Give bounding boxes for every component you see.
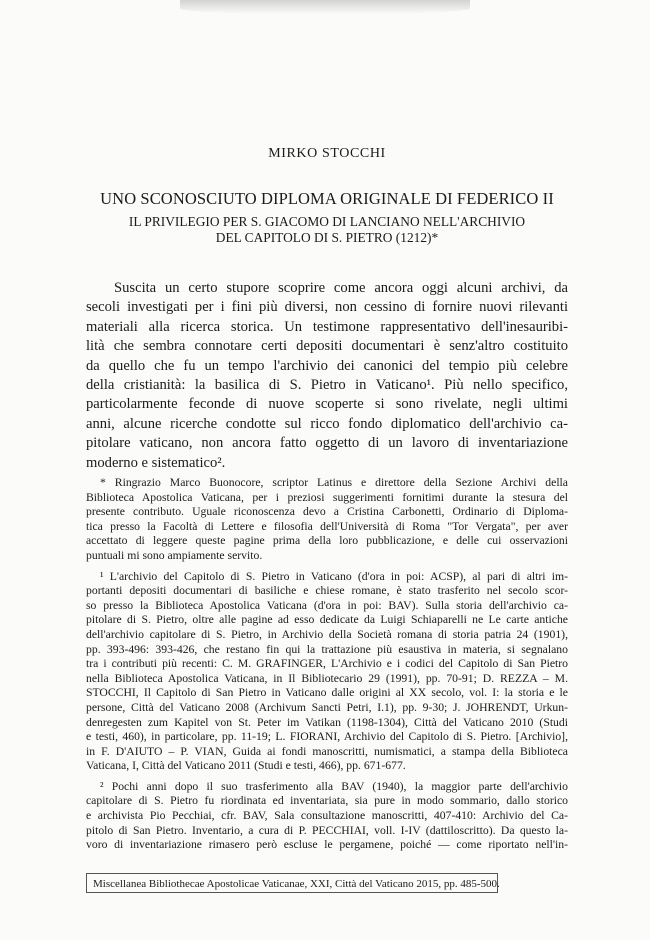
body-line: della cristianità: la basilica di S. Pietro in Vaticano¹. Più nello specifico, bbox=[86, 377, 568, 394]
footnote-2 bbox=[86, 780, 568, 853]
footnote-line: tica presso la Facoltà di Lettere e filosofia dell'Università di Roma "Tor Vergata", per aver bbox=[86, 519, 568, 533]
subtitle-line: DEL CAPITOLO DI S. PIETRO (1212)* bbox=[215, 230, 439, 245]
body-line: lità che sembra connotare certi depositi documentari è senz'altro costituito bbox=[86, 338, 568, 355]
footnote-line: voro di inventariazione rimasero però escluse le pergamene, poiché — come riportato nell'in- bbox=[86, 838, 568, 852]
article-title: UNO SCONOSCIUTO DIPLOMA ORIGINALE DI FEDERICO II bbox=[100, 189, 554, 208]
publication-citation: Miscellanea Bibliothecae Apostolicae Vaticanae, XXI, Città del Vaticano 2015, pp. 485-500. bbox=[93, 878, 500, 890]
footnote-line: puntuali mi sono ampiamente servito. bbox=[86, 548, 263, 562]
body-line: secoli investigati per i fini più diversi, non cessino di fornire nuovi rilevanti bbox=[86, 299, 568, 316]
body-line: moderno e sistematico². bbox=[86, 454, 226, 471]
body-line: Suscita un certo stupore scoprire come ancora oggi alcuni archivi, da bbox=[114, 280, 568, 296]
footnotes bbox=[86, 476, 568, 859]
body-line: pitolare vaticano, non ancora fatto oggetto di un lavoro di inventariazione bbox=[86, 435, 568, 452]
subtitle-line: IL PRIVILEGIO PER S. GIACOMO DI LANCIANO NELL'ARCHIVIO bbox=[128, 214, 526, 229]
footnote-line: tra i contributi più recenti: C. M. GRAFINGER, L'Archivio e i codici del Capitolo di San Pietro bbox=[86, 657, 568, 671]
footnote-line: e testi, 460), in particolare, pp. 11-19; L. FIORANI, Archivio del Capitolo di S. Pietro. [Archivio], bbox=[86, 730, 568, 744]
body-line: da quello che fu un tempo l'archivio dei canonici del tempio più celebre bbox=[86, 357, 568, 374]
footnote-line: persone, Città del Vaticano 2008 (Archivum Sancti Petri, I.1), pp. 9-30; J. JOHRENDT, Urkun- bbox=[86, 700, 568, 714]
footnote-line: nella Biblioteca Apostolica Vaticana, in Il Bibliotecario 29 (1991), pp. 70-91; D. REZZA – M. bbox=[86, 671, 568, 685]
body-line: materiali alla ricerca storica. Un testimone rappresentativo dell'inesauribi- bbox=[86, 318, 568, 335]
footnote-line: pitolo di San Pietro. Inventario, a cura di P. PECCHIAI, voll. I-IV (dattiloscritto). Da questo la- bbox=[86, 823, 568, 837]
footnote-line: Biblioteca Apostolica Vaticana, per i preziosi suggerimenti fornitimi durante la stesura del bbox=[86, 490, 568, 504]
body-paragraph bbox=[86, 279, 568, 473]
footnote-line: pitolare di S. Pietro, oltre alle pagine ad esso dedicate da Luigi Schiaparelli ne Le carte antiche bbox=[86, 613, 568, 627]
footnote-line: Vaticana, I, Città del Vaticano 2011 (Studi e testi, 466), pp. 671-677. bbox=[86, 759, 406, 773]
footnote-line: ¹ L'archivio del Capitolo di S. Pietro in Vaticano (d'ora in poi: ACSP), al pari di altri im- bbox=[100, 569, 568, 583]
footnote-acknowledgement bbox=[86, 476, 568, 564]
footnote-line: denregesten zum Kapitel von St. Peter im Vatikan (1198-1304), Città del Vaticano 2010 (Studi bbox=[86, 715, 568, 729]
footnote-line: so presso la Biblioteca Apostolica Vaticana (d'ora in poi: BAV). Sulla storia dell'archivio ca- bbox=[86, 598, 568, 612]
footnote-1 bbox=[86, 570, 568, 774]
footnote-line: pp. 393-496: 393-426, che restano fin qui la trattazione più esaustiva in materia, si segnalano bbox=[86, 642, 568, 656]
footnote-line: STOCCHI, Il Capitolo di San Pietro in Vaticano dalle origini al XX secolo, vol. I: la storia e le bbox=[86, 686, 568, 700]
publication-citation-box bbox=[86, 873, 498, 893]
footnote-line: capitolare di S. Pietro fu riordinata ed inventariata, sia pure in modo sommario, dallo storico bbox=[86, 794, 568, 808]
footnote-line: e archivista Pio Pecchiai, cfr. BAV, Sala consultazione manoscritti, 407-410: Archivio del Ca- bbox=[86, 809, 568, 823]
page bbox=[86, 0, 568, 940]
article-subtitle bbox=[86, 214, 568, 246]
footnote-line: presente contributo. Uguale riconoscenza devo a Cristina Carbonetti, Ordinario di Diploma- bbox=[86, 505, 568, 519]
footnote-line: dell'archivio capitolare di S. Pietro, in Archivio della Società romana di storia patria 24 (1901), bbox=[86, 627, 568, 641]
footnote-line: portanti depositi documentari di basiliche e chiese romane, è stato trasferito nel secolo scor- bbox=[86, 584, 568, 598]
author-name: MIRKO STOCCHI bbox=[268, 146, 386, 161]
footnote-line: accettato di leggere queste pagine prima della loro pubblicazione, e delle cui osservazioni bbox=[86, 534, 568, 548]
footnote-line: ² Pochi anni dopo il suo trasferimento alla BAV (1940), la maggior parte dell'archivio bbox=[100, 779, 568, 793]
footnote-line: * Ringrazio Marco Buonocore, scriptor Latinus e direttore della Sezione Archivi della bbox=[100, 476, 568, 489]
footnote-line: in F. D'AIUTO – P. VIAN, Guida ai fondi manoscritti, numismatici, a stampa della Biblioteca bbox=[86, 744, 568, 758]
body-line: anni, alcune ricerche condotte sul ricco fondo diplomatico dell'archivio ca- bbox=[86, 415, 568, 432]
body-line: particolarmente feconde di nuove scoperte si sono rivelate, negli ultimi bbox=[86, 396, 568, 413]
